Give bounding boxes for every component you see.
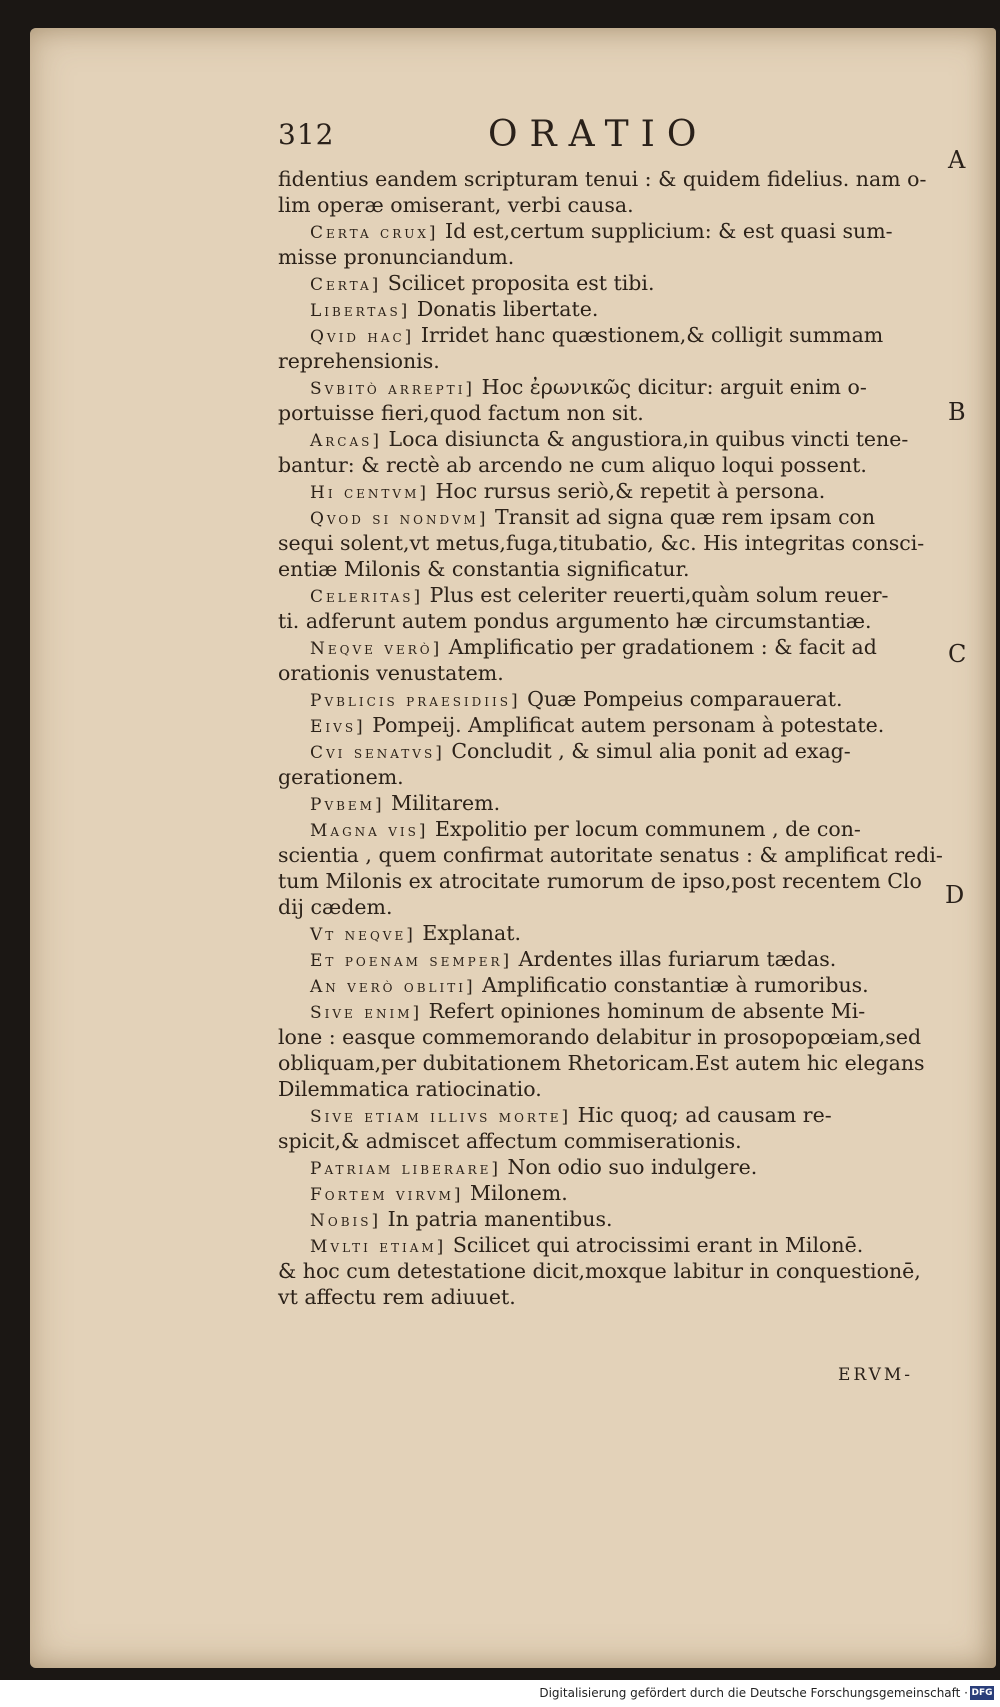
running-title: ORATIO bbox=[488, 114, 709, 155]
lemma: An verò obliti] bbox=[310, 977, 476, 997]
text-line bbox=[278, 452, 898, 478]
line-text: Scilicet qui atrocissimi erant in Milonē. bbox=[446, 1233, 864, 1257]
line-text: Hoc rursus seriò,& repetit à persona. bbox=[429, 479, 826, 503]
text-line bbox=[278, 244, 898, 270]
text-line bbox=[278, 296, 898, 322]
lemma: Hi centvm] bbox=[310, 483, 429, 503]
text-line bbox=[278, 374, 898, 400]
lemma: Et poenam semper] bbox=[310, 951, 513, 971]
text-line bbox=[278, 816, 898, 842]
line-text: Pompeij. Amplificat autem personam à potestate. bbox=[365, 713, 885, 737]
text-line bbox=[278, 322, 898, 348]
text-line bbox=[278, 608, 898, 634]
lemma: Cvi senatvs] bbox=[310, 743, 445, 763]
text-line bbox=[278, 348, 898, 374]
lemma: Neqve verò] bbox=[310, 639, 443, 659]
lemma: Sive enim] bbox=[310, 1003, 423, 1023]
line-text: Amplificatio per gradationem : & facit ad bbox=[442, 635, 877, 659]
lemma: Arcas] bbox=[310, 431, 383, 451]
lemma: Pvbem] bbox=[310, 795, 385, 815]
text-line bbox=[278, 530, 925, 556]
line-text: lim operæ omiserant, verbi causa. bbox=[278, 193, 634, 217]
lemma: Certa crux] bbox=[310, 223, 439, 243]
text-line bbox=[278, 478, 898, 504]
margin-letter-a: A bbox=[948, 146, 966, 174]
margin-letter-b: B bbox=[948, 398, 966, 426]
text-line bbox=[278, 400, 898, 426]
text-line bbox=[278, 504, 898, 530]
line-text: Transit ad signa quæ rem ipsam con bbox=[488, 505, 876, 529]
lemma: Magna vis] bbox=[310, 821, 429, 841]
line-text: spicit,& admiscet affectum commiserationis. bbox=[278, 1129, 742, 1153]
text-line bbox=[278, 686, 898, 712]
line-text: Hoc ἐρωνικῶς dicitur: arguit enim o- bbox=[475, 375, 867, 399]
line-text: ti. adferunt autem pondus argumento hæ circumstantiæ. bbox=[278, 609, 872, 633]
text-line bbox=[278, 1154, 898, 1180]
text-line bbox=[278, 790, 898, 816]
text-line bbox=[278, 270, 898, 296]
line-text: & hoc cum detestatione dicit,moxque labitur in conquestionē, bbox=[278, 1259, 921, 1283]
line-text: Loca disiuncta & angustiora,in quibus vincti tene- bbox=[382, 427, 909, 451]
line-text: Milonem. bbox=[463, 1181, 568, 1205]
line-text: sequi solent,vt metus,fuga,titubatio, &c. His integritas consci- bbox=[278, 531, 925, 555]
line-text: misse pronunciandum. bbox=[278, 245, 515, 269]
text-line bbox=[278, 1076, 898, 1102]
text-line bbox=[278, 868, 922, 894]
line-text: Explanat. bbox=[415, 921, 521, 945]
line-text: Scilicet proposita est tibi. bbox=[381, 271, 655, 295]
lemma: Pvblicis praesidiis] bbox=[310, 691, 521, 711]
lemma: Nobis] bbox=[310, 1211, 382, 1231]
line-text: orationis venustatem. bbox=[278, 661, 504, 685]
text-line bbox=[278, 218, 898, 244]
text-line bbox=[278, 1128, 898, 1154]
line-text: Hic quoq; ad causam re- bbox=[571, 1103, 832, 1127]
lemma: Eivs] bbox=[310, 717, 366, 737]
line-text: gerationem. bbox=[278, 765, 404, 789]
text-line bbox=[278, 946, 898, 972]
lemma: Fortem virvm] bbox=[310, 1185, 464, 1205]
text-line bbox=[278, 712, 898, 738]
lemma: Sive etiam illivs morte] bbox=[310, 1107, 572, 1127]
page-number: 312 bbox=[278, 118, 335, 151]
lemma: Certa] bbox=[310, 275, 382, 295]
margin-letter-d: D bbox=[945, 881, 965, 909]
text-line bbox=[278, 972, 898, 998]
text-line bbox=[278, 426, 909, 452]
text-line bbox=[278, 1206, 898, 1232]
line-text: In patria manentibus. bbox=[381, 1207, 613, 1231]
line-text: Donatis libertate. bbox=[410, 297, 599, 321]
dfg-logo: DFG bbox=[971, 1688, 993, 1698]
commentary-text bbox=[278, 166, 943, 1310]
line-text: Non odio suo indulgere. bbox=[501, 1155, 758, 1179]
line-text: fidentius eandem scripturam tenui : & quidem fidelius. nam o- bbox=[278, 167, 927, 191]
text-line bbox=[278, 1232, 898, 1258]
line-text: Ardentes illas furiarum tædas. bbox=[512, 947, 837, 971]
line-text: lone : easque commemorando delabitur in prosopopœiam,sed bbox=[278, 1025, 922, 1049]
lemma: Qvod si nondvm] bbox=[310, 509, 489, 529]
text-line bbox=[278, 764, 898, 790]
lemma: Patriam liberare] bbox=[310, 1159, 501, 1179]
book-page bbox=[30, 28, 996, 1668]
line-text: vt affectu rem adiuuet. bbox=[278, 1285, 516, 1309]
text-line bbox=[278, 660, 898, 686]
text-line bbox=[278, 1284, 898, 1310]
text-line bbox=[278, 192, 898, 218]
line-text: dij cædem. bbox=[278, 895, 393, 919]
line-text: Plus est celeriter reuerti,quàm solum reuer- bbox=[423, 583, 889, 607]
line-text: Militarem. bbox=[384, 791, 501, 815]
text-line bbox=[278, 894, 898, 920]
catchword: ERVM- bbox=[838, 1365, 914, 1385]
lemma: Qvid hac] bbox=[310, 327, 415, 347]
line-text: Id est,certum supplicium: & est quasi sum- bbox=[438, 219, 893, 243]
lemma: Mvlti etiam] bbox=[310, 1237, 447, 1257]
text-line bbox=[278, 166, 927, 192]
line-text: scientia , quem confirmat autoritate senatus : & amplificat redi- bbox=[278, 843, 943, 867]
text-line bbox=[278, 1050, 925, 1076]
line-text: Dilemmatica ratiocinatio. bbox=[278, 1077, 542, 1101]
running-head bbox=[278, 114, 878, 168]
digitization-footer bbox=[0, 1680, 1000, 1707]
line-text: bantur: & rectè ab arcendo ne cum aliquo loqui possent. bbox=[278, 453, 867, 477]
footer-credit: Digitalisierung gefördert durch die Deutsche Forschungsgemeinschaft · bbox=[539, 1686, 968, 1700]
line-text: reprehensionis. bbox=[278, 349, 440, 373]
text-line bbox=[278, 1024, 922, 1050]
line-text: portuisse fieri,quod factum non sit. bbox=[278, 401, 644, 425]
text-line bbox=[278, 634, 898, 660]
line-text: Refert opiniones hominum de absente Mi- bbox=[422, 999, 866, 1023]
line-text: Quæ Pompeius comparauerat. bbox=[520, 687, 843, 711]
line-text: Irridet hanc quæstionem,& colligit summam bbox=[414, 323, 884, 347]
line-text: Concludit , & simul alia ponit ad exag- bbox=[444, 739, 851, 763]
text-line bbox=[278, 1102, 898, 1128]
line-text: Expolitio per locum communem , de con- bbox=[428, 817, 861, 841]
margin-letter-c: C bbox=[948, 640, 967, 668]
line-text: entiæ Milonis & constantia significatur. bbox=[278, 557, 690, 581]
line-text: Amplificatio constantiæ à rumoribus. bbox=[475, 973, 869, 997]
line-text: tum Milonis ex atrocitate rumorum de ipso,post recentem Clo bbox=[278, 869, 922, 893]
text-line bbox=[278, 738, 898, 764]
lemma: Vt neqve] bbox=[310, 925, 416, 945]
lemma: Svbitò arrepti] bbox=[310, 379, 476, 399]
text-line bbox=[278, 582, 898, 608]
text-line bbox=[278, 920, 898, 946]
text-line bbox=[278, 842, 943, 868]
text-line bbox=[278, 1180, 898, 1206]
text-line bbox=[278, 556, 898, 582]
lemma: Libertas] bbox=[310, 301, 411, 321]
text-line bbox=[278, 1258, 921, 1284]
lemma: Celeritas] bbox=[310, 587, 424, 607]
line-text: obliquam,per dubitationem Rhetoricam.Est autem hic elegans bbox=[278, 1051, 925, 1075]
text-line bbox=[278, 998, 898, 1024]
